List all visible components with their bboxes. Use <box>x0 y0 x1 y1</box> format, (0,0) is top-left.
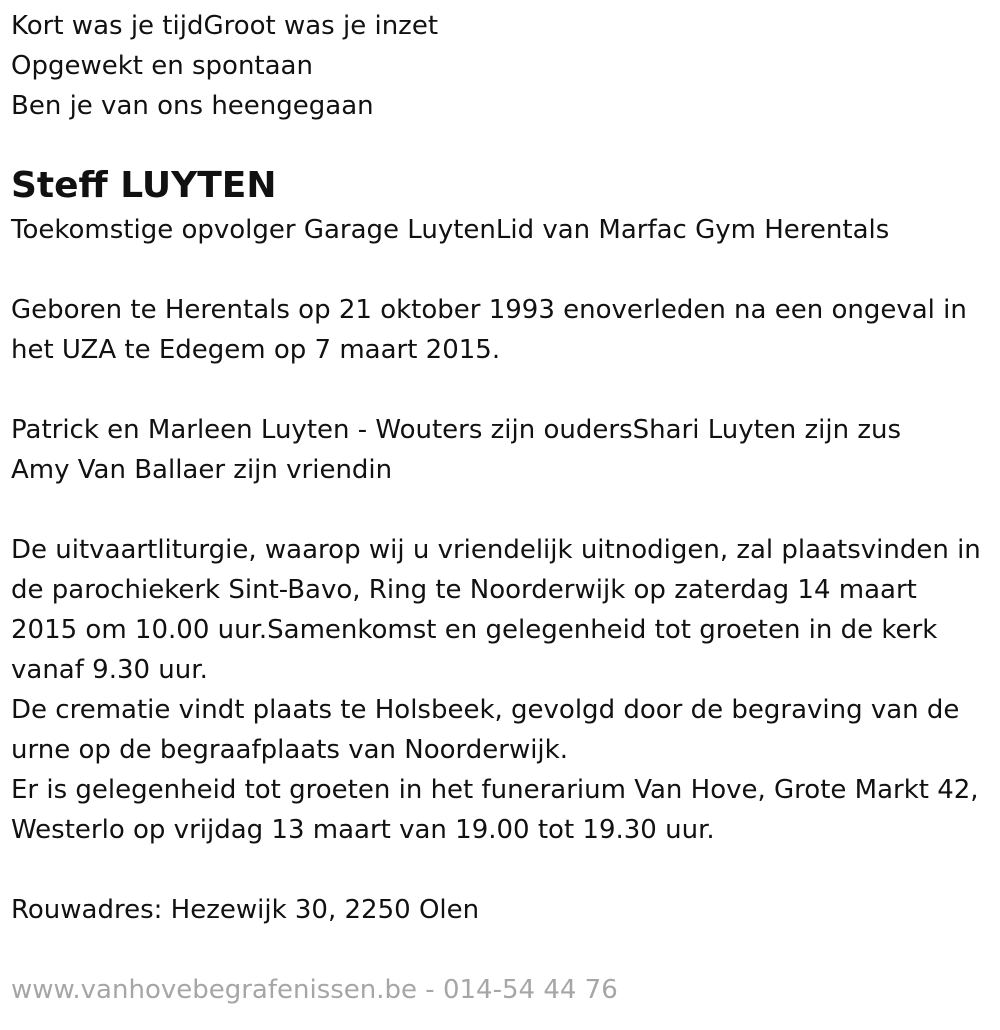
spacer <box>11 930 991 970</box>
family-section <box>11 410 991 490</box>
poem-line-2: Opgewekt en spontaan <box>11 51 313 81</box>
family-line-2: Amy Van Ballaer zijn vriendin <box>11 455 393 485</box>
visitation-paragraph: Er is gelegenheid tot groeten in het funerarium Van Hove, Grote Markt 42, Westerlo op vrijdag 13 maart van 19.00 tot 19.30 uur. <box>11 775 979 845</box>
obituary-notice <box>11 6 991 1010</box>
family-line-1: Patrick en Marleen Luyten - Wouters zijn oudersShari Luyten zijn zus <box>11 415 902 445</box>
spacer <box>11 490 991 530</box>
poem <box>11 6 991 126</box>
funeral-home-footer: www.vanhovebegrafenissen.be - 014-54 44 76 <box>11 975 618 1005</box>
mourning-address: Rouwadres: Hezewijk 30, 2250 Olen <box>11 895 480 925</box>
spacer <box>11 850 991 890</box>
deceased-name: Steff LUYTEN <box>11 165 277 206</box>
deceased-description: Toekomstige opvolger Garage LuytenLid van Marfac Gym Herentals <box>11 215 890 245</box>
poem-line-3: Ben je van ons heengegaan <box>11 91 374 121</box>
birth-death-paragraph: Geboren te Herentals op 21 oktober 1993 enoverleden na een ongeval in het UZA te Edegem op 7 maart 2015. <box>11 295 967 365</box>
spacer <box>11 250 991 290</box>
liturgy-paragraph: De uitvaartliturgie, waarop wij u vriendelijk uitnodigen, zal plaatsvinden in de parochiekerk Sint-Bavo, Ring te Noorderwijk op zaterdag 14 maart 2015 om 10.00 uur.Samenkomst en gelegenheid tot groeten in de kerk vanaf 9.30 uur. <box>11 535 981 685</box>
spacer <box>11 370 991 410</box>
ceremony-section <box>11 530 991 850</box>
poem-line-1: Kort was je tijdGroot was je inzet <box>11 11 439 41</box>
cremation-paragraph: De crematie vindt plaats te Holsbeek, gevolgd door de begraving van de urne op de begraafplaats van Noorderwijk. <box>11 695 960 765</box>
